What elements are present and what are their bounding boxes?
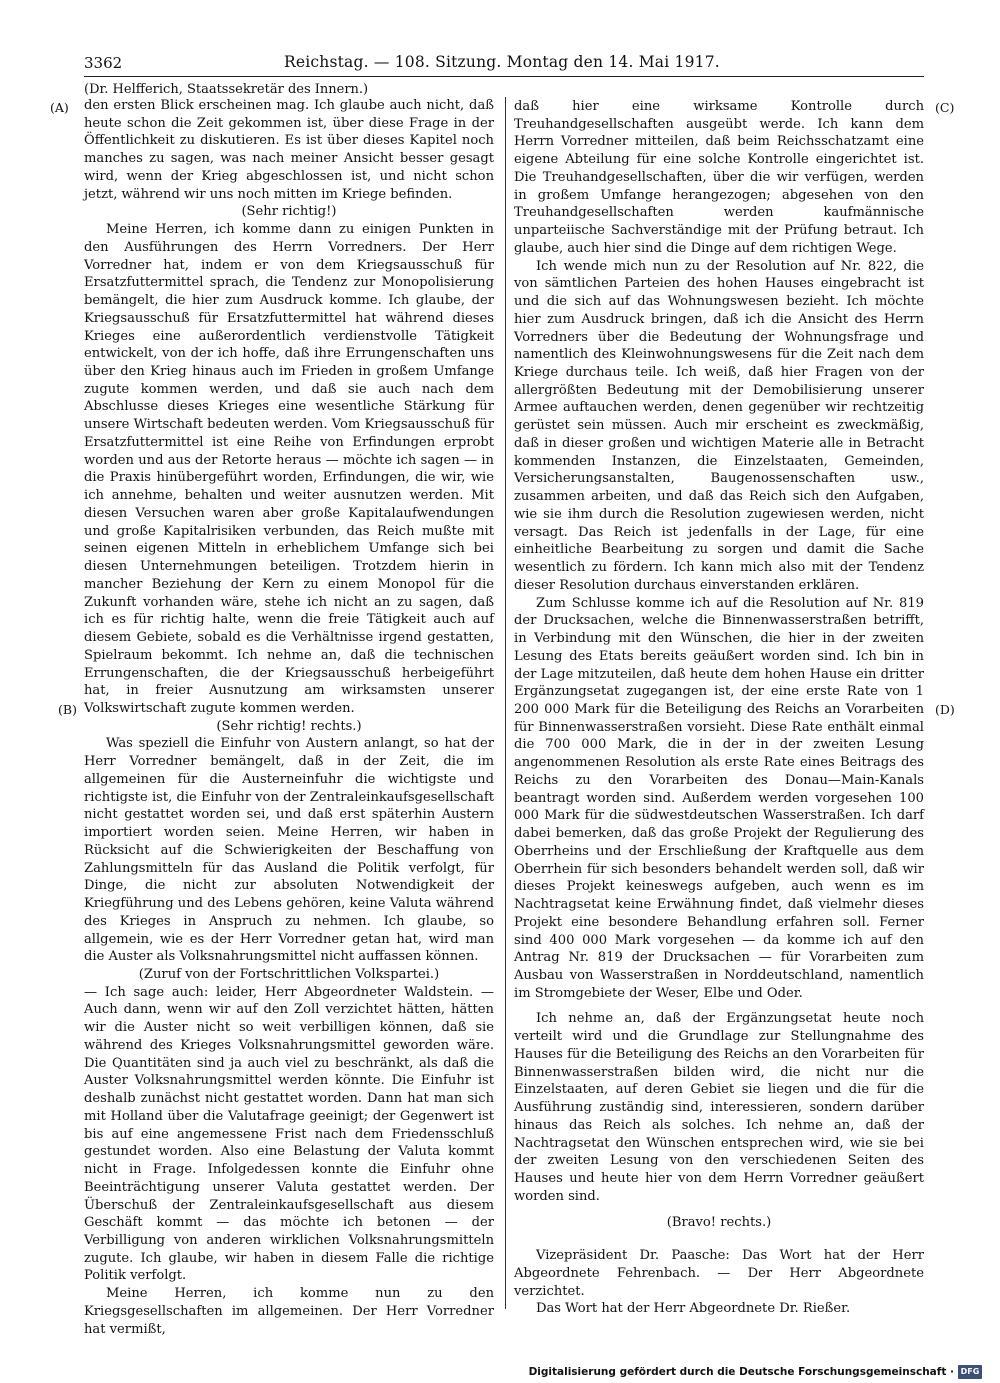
margin-marker-d: (D): [935, 702, 955, 717]
footer: [529, 1364, 982, 1380]
left-column: [84, 97, 494, 1338]
paragraph: Was speziell die Einfuhr von Austern anlangt, so hat der Herr Vorredner bemängelt, daß in der Zeit, die im allgemeinen für die Austerneinfuhr die wichtigste und richtigste ist, die Einfuhr von der Zentraleinkaufsgesellschaft nicht gestattet worden sei, und daß erst späterhin Austern importiert worden seien. Meine Herren, wir haben in Rücksicht auf die Schwierigkeiten der Beschaffung von Zahlungsmitteln für das Ausland die Politik verfolgt, für Dinge, die nicht zur absoluten Notwendigkeit der Kriegführung und des Lebens gehören, keine Valuta während des Krieges in Anspruch zu nehmen. Ich glaube, so allgemein, wie es der Herr Vorredner getan hat, wird man die Auster als Volksnahrungsmittel nicht auffassen können.: [84, 736, 494, 965]
page-header: [84, 50, 924, 77]
interjection: (Zuruf von der Fortschrittlichen Volkspartei.): [138, 966, 440, 982]
paragraph: Vizepräsident Dr. Paasche: Das Wort hat der Herr Abgeordnete Fehrenbach. — Der Herr Abgeordnete verzichtet.: [514, 1248, 924, 1299]
page-number: 3362: [84, 54, 123, 72]
interjection: (Bravo! rechts.): [666, 1214, 772, 1230]
margin-marker-c: (C): [935, 100, 955, 115]
margin-marker-b: (B): [58, 702, 77, 717]
paragraph: Meine Herren, ich komme dann zu einigen Punkten in den Ausführungen des Herrn Vorredners. Der Herr Vorredner hat, indem er von dem Kriegsausschuß für Ersatzfuttermittel sprach, die Tendenz zur Monopolisierung bemängelt, die hier zum Ausdruck komme. Ich glaube, der Kriegsausschuß für Ersatzfuttermittel hat während dieses Krieges eine außerordentlich verdienstvolle Tätigkeit entwickelt, von der ich hoffe, daß ihre Errungenschaften uns über den Krieg hinaus auch im Frieden in großem Umfange zugute kommen werden, und daß sie auch nach dem Abschlusse dieses Krieges eine wesentliche Stärkung für unsere Wirtschaft bedeuten werden. Vom Kriegsausschuß für Ersatzfuttermittel ist eine Reihe von Erfindungen erprobt worden und aus der Retorte heraus — möchte ich sagen — in die Praxis hinübergeführt worden, Erfindungen, die wir, wie ich annehme, behalten und weiter ausnutzen werden. Mit diesen Versuchen waren aber große Kapitalaufwendungen und große Kapitalrisiken verbunden, das Reich mußte mit seinen eigenen Mitteln in erheblichem Umfange sich bei diesen Unternehmungen beteiligen. Trotzdem hierin in mancher Beziehung der Kern zu einem Monopol für die Zukunft vorhanden wäre, stehe ich nicht an zu sagen, daß ich es für richtig halte, wenn die freie Tätigkeit auch auf diesem Gebiete, sobald es die Verhältnisse irgend gestatten, Spielraum bekommt. Ich nehme an, daß die technischen Errungenschaften, die der Kriegsausschuß herbeigeführt hat, in freier Ausnutzung am wirksamsten unserer Volkswirtschaft zugute kommen werden.: [84, 222, 494, 716]
right-column: [514, 98, 924, 1318]
footer-text: Digitalisierung gefördert durch die Deutsche Forschungsgemeinschaft ·: [528, 1366, 954, 1378]
paragraph: daß hier eine wirksame Kontrolle durch Treuhandgesellschaften ausgeübt werde. Ich kann dem Herrn Vorredner mitteilen, daß beim Reichsschatzamt eine eigene Abteilung für eine solche Kontrolle eingerichtet ist. Die Treuhandgesellschaften, über die wir verfügen, werden in großem Umfange herangezogen; abgesehen von den Treuhandgesellschaften werden kaufmännische unparteiische Sachverständige mit der Prüfung betraut. Ich glaube, auch hier sind die Dinge auf dem richtigen Wege.: [514, 99, 924, 256]
paragraph: Das Wort hat der Herr Abgeordnete Dr. Rießer.: [536, 1301, 851, 1317]
paragraph: — Ich sage auch: leider, Herr Abgeordneter Waldstein. — Auch dann, wenn wir auf den Zoll verzichtet hätten, hätten wir die Auster nicht so weit verbilligen können, daß sie während des Krieges Volksnahrungsmittel geworden wäre. Die Quantitäten sind ja auch viel zu beschränkt, als daß die Auster Volksnahrungsmittel werden könnte. Die Einfuhr ist deshalb zunächst nicht gestattet worden. Dann hat man sich mit Holland über die Valutafrage geeinigt; der Gegenwert ist bis auf eine angemessene Frist nach dem Friedensschluß gestundet worden. Also eine Belastung der Valuta kommt nicht in Frage. Infolgedessen konnte die Einfuhr ohne Beeinträchtigung unserer Valuta gestattet werden. Der Überschuß der Zentraleinkaufsgesellschaft aus diesem Geschäft kommt — das möchte ich betonen — der Verbilligung von anderen wirklichen Volksnahrungsmitteln zugute. Ich glaube, wir haben in diesem Falle die richtige Politik verfolgt.: [84, 984, 494, 1284]
running-title: Reichstag. — 108. Sitzung. Montag den 14. Mai 1917.: [284, 53, 720, 71]
paragraph: Ich nehme an, daß der Ergänzungsetat heute noch verteilt wird und die Grundlage zur Stellungnahme des Hauses für die Beteiligung des Reichs an den Vorarbeiten für Binnenwasserstraßen bilden wird, die nicht nur die Einzelstaaten, auf deren Gebiet sie liegen und die für die Ausführung zuständig sind, interessieren, sondern darüber hinaus das Reich als solches. Ich nehme an, daß der Nachtragsetat den Wünschen entsprechen wird, wie sie bei der zweiten Lesung von den verschiedenen Seiten des Hauses und heute hier von dem Herrn Vorredner geäußert worden sind.: [514, 1011, 924, 1204]
paragraph: den ersten Blick erscheinen mag. Ich glaube auch nicht, daß heute schon die Zeit gekommen ist, über diese Frage in der Öffentlichkeit zu diskutieren. Es ist über dieses Kapitel noch manches zu sagen, was nach meiner Ansicht besser gesagt wird, wenn der Krieg abgeschlossen ist, und nicht schon jetzt, während wir uns noch mitten im Kriege befinden.: [84, 98, 494, 202]
paragraph: Zum Schlusse komme ich auf die Resolution auf Nr. 819 der Drucksachen, welche die Binnenwasserstraßen betrifft, in Verbindung mit den Wünschen, die hier in der zweiten Lesung des Etats bereits geäußert worden sind. Ich bin in der Lage mitzuteilen, daß heute dem hohen Hause ein dritter Ergänzungsetat zugegangen ist, der eine erste Rate von 1 200 000 Mark für die Beteiligung des Reichs an Vorarbeiten für Binnenwasserstraßen vorsieht. Diese Rate enthält einmal die 700 000 Mark, die in der in der zweiten Lesung angenommenen Resolution als erste Rate eines Beitrags des Reichs zu den Vorarbeiten des Donau—Main-Kanals beantragt worden sind. Außerdem werden vorgesehen 100 000 Mark für die südwestdeutschen Wasserstraßen. Ich darf dabei bemerken, daß das große Projekt der Regulierung des Oberrheins und der Erschließung der Kraftquelle aus dem Oberrhein für sich besonders behandelt werden soll, daß wir dieses Projekt keineswegs aufgeben, auch wenn es im Nachtragsetat keine Erwähnung findet, daß vielmehr dieses Projekt eine besondere Behandlung erfahren soll. Ferner sind 400 000 Mark vorgesehen — da komme ich auf den Antrag Nr. 819 der Drucksachen — für Vorarbeiten zum Ausbau von Wasserstraßen in Norddeutschland, namentlich im Stromgebiete der Weser, Elbe und Oder.: [514, 595, 924, 1001]
dfg-logo-icon: DFG: [958, 1365, 982, 1379]
interjection: (Sehr richtig!): [241, 204, 337, 220]
paragraph: Meine Herren, ich komme nun zu den Kriegsgesellschaften im allgemeinen. Der Herr Vorredner hat vermißt,: [84, 1286, 494, 1337]
paragraph: Ich wende mich nun zu der Resolution auf Nr. 822, die von sämtlichen Parteien des hohen Hauses eingebracht ist und die sich auf das Wohnungswesen bezieht. Ich möchte hier zum Ausdruck bringen, daß ich die Ansicht des Herrn Vorredners über die Bedeutung der Wohnungsfrage und namentlich des Kleinwohnungswesens für die Zeit nach dem Kriege durchaus teile. Ich weiß, daß hier Fragen von der allergrößten Bedeutung mit der Demobilisierung unserer Armee auftauchen werden, denen gegenüber wir rechtzeitig gerüstet sein müssen. Auch mir erscheint es zweckmäßig, daß in dieser großen und wichtigen Materie alle in Betracht kommenden Instanzen, die Einzelstaaten, Gemeinden, Versicherungsanstalten, Baugenossenschaften usw., zusammen arbeiten, und daß das Reich sich den Aufgaben, wie sie ihm durch die Resolution zugewiesen werden, nicht versagt. Das Reich ist jedenfalls in der Lage, für eine einheitliche Bearbeitung zu sorgen und damit die Sache wesentlich zu fördern. Ich kann mich also mit der Tendenz dieser Resolution durchaus einverstanden erklären.: [514, 258, 924, 593]
column-divider: [505, 97, 506, 1309]
margin-marker-a: (A): [50, 100, 69, 115]
speaker-note: (Dr. Helfferich, Staatssekretär des Innern.): [84, 82, 369, 97]
interjection: (Sehr richtig! rechts.): [216, 718, 362, 734]
